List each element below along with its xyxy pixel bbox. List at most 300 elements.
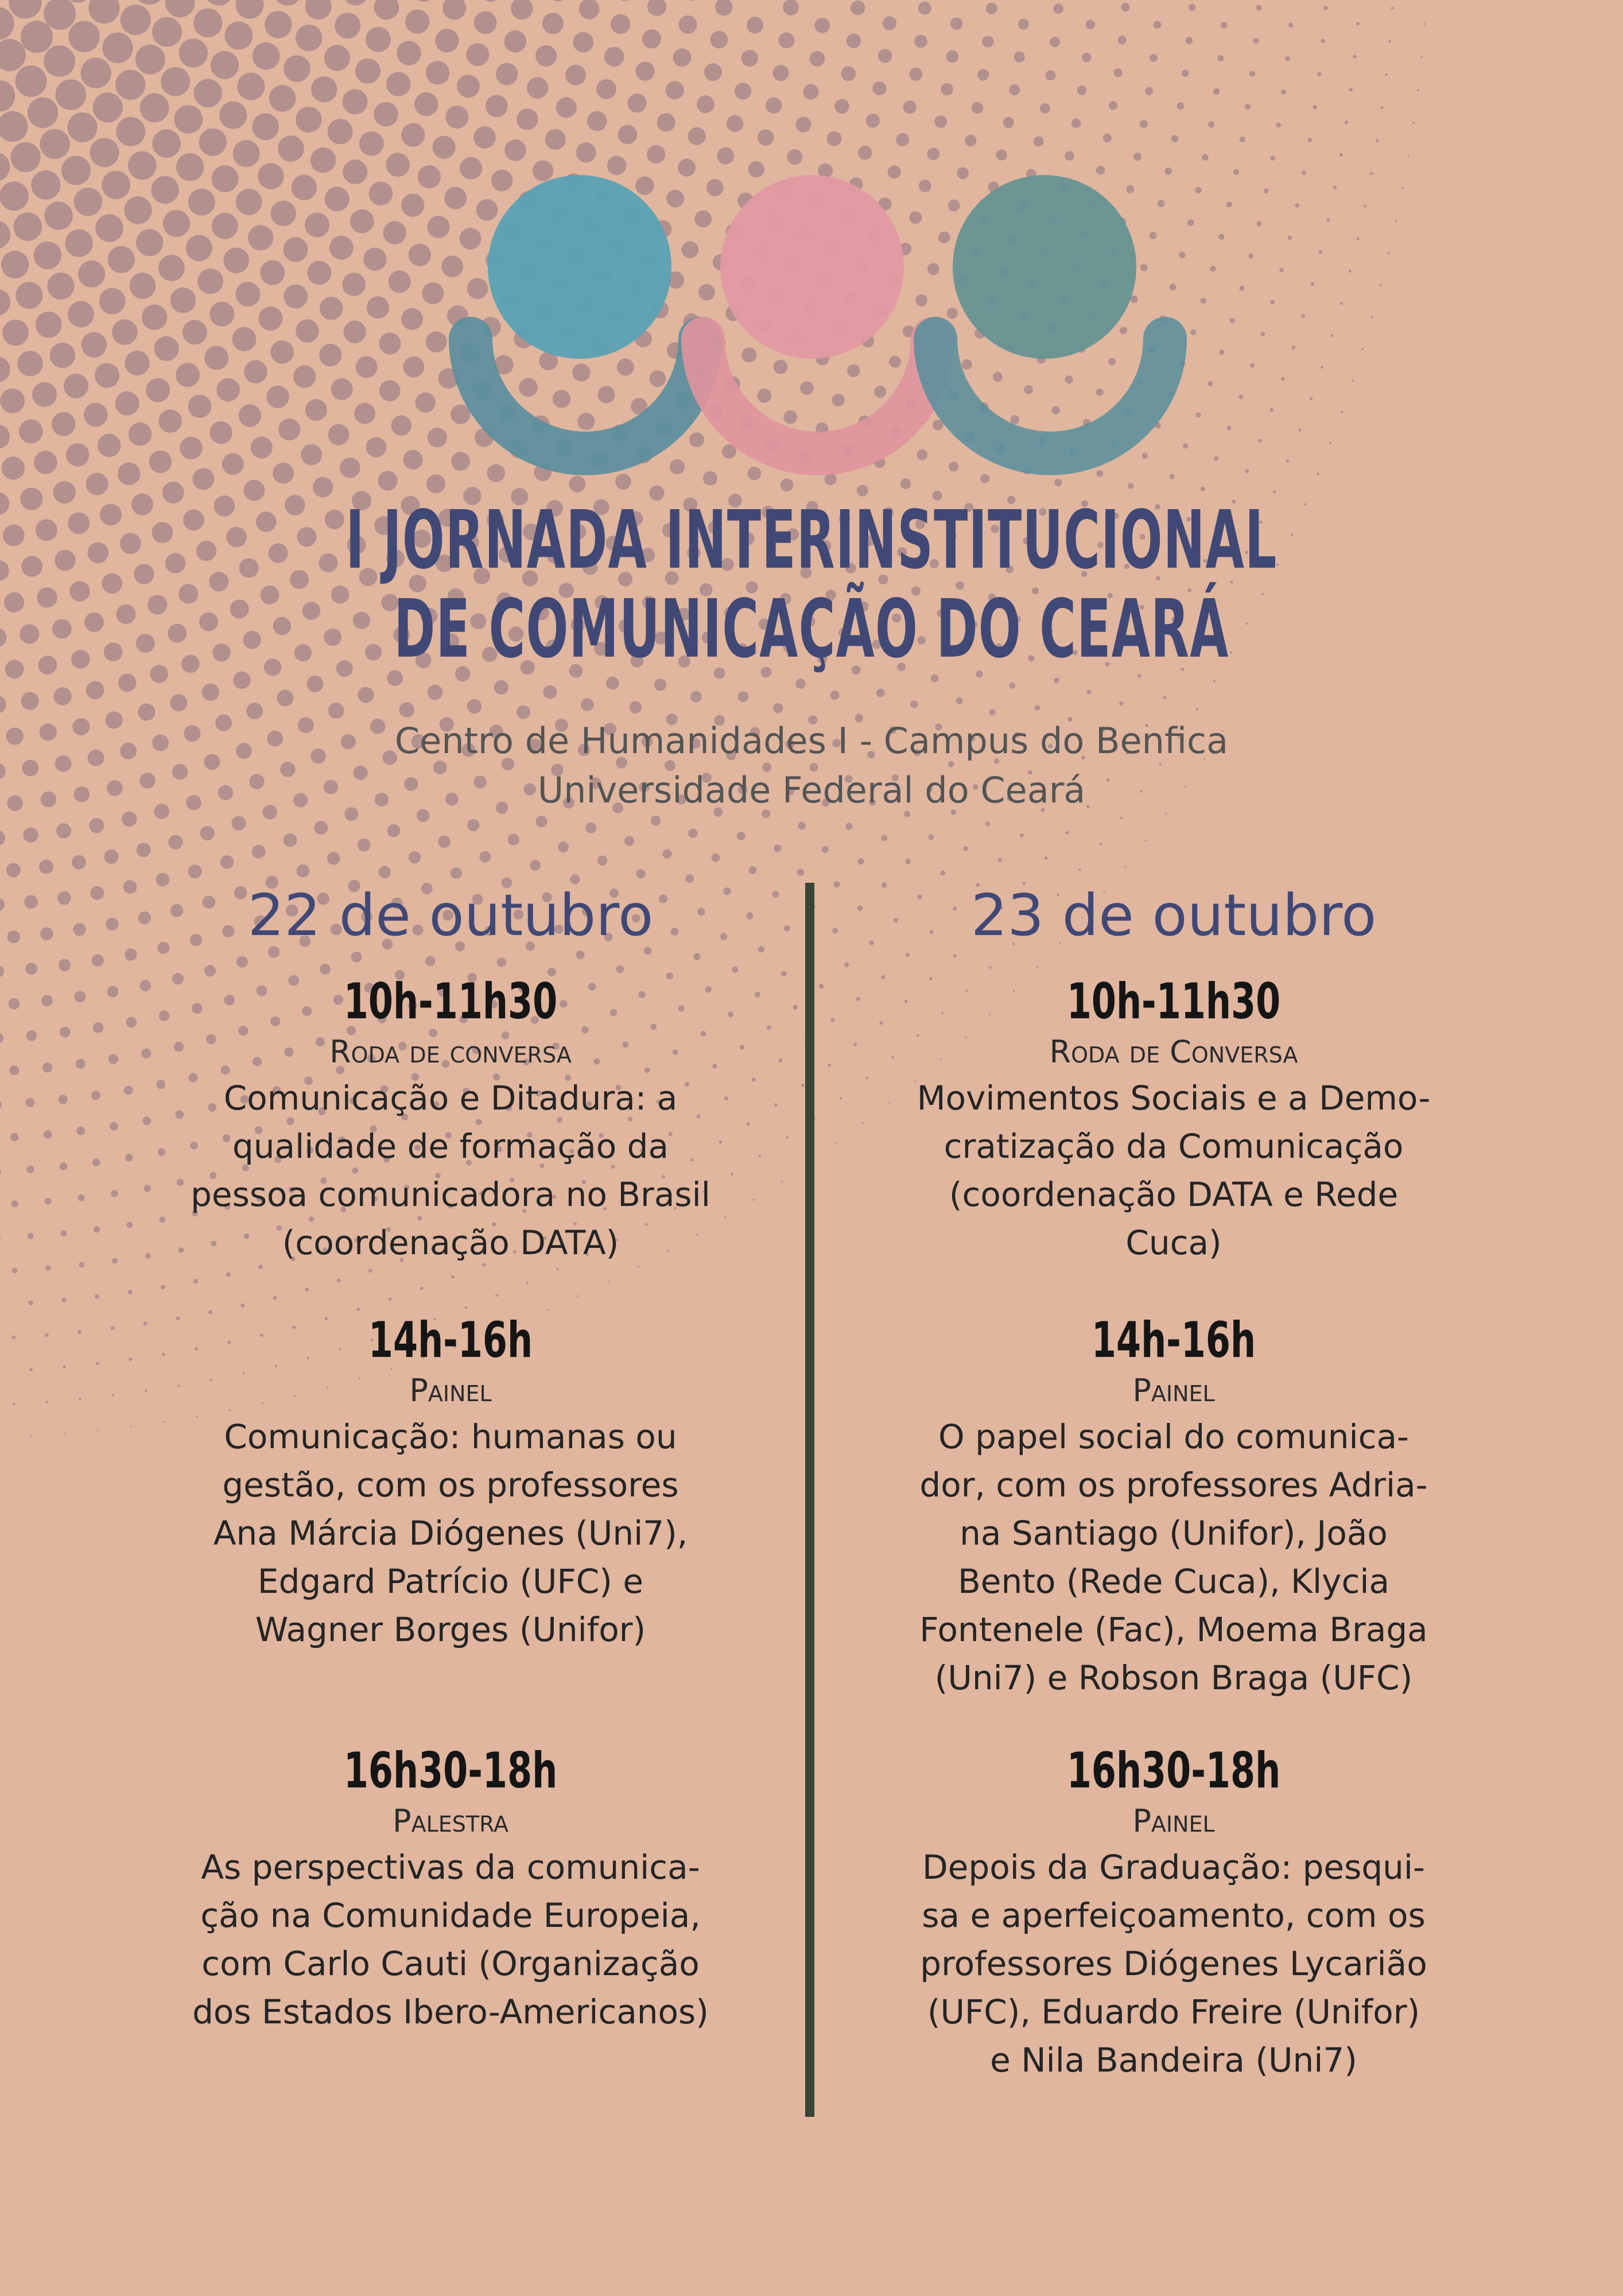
halftone-dot — [271, 201, 296, 226]
halftone-dot — [0, 1033, 3, 1043]
halftone-dot — [732, 967, 738, 973]
halftone-dot — [1333, 186, 1337, 189]
halftone-dot — [86, 681, 104, 700]
description-line: na Santiago (Unifor), João — [960, 1514, 1388, 1553]
halftone-dot — [1256, 5, 1262, 11]
halftone-dot — [130, 1426, 132, 1428]
halftone-dot — [84, 403, 108, 427]
halftone-dot — [0, 831, 5, 846]
halftone-dot — [480, 0, 503, 2]
halftone-dot — [146, 378, 170, 402]
halftone-dot — [355, 59, 380, 84]
halftone-dot — [0, 628, 6, 647]
halftone-dot — [244, 480, 265, 501]
halftone-dot — [941, 871, 945, 875]
halftone-dot — [72, 855, 86, 870]
halftone-dot — [45, 1333, 49, 1337]
halftone-dot — [1420, 56, 1423, 59]
halftone-dot — [428, 685, 443, 700]
halftone-dot — [188, 864, 202, 878]
halftone-dot — [29, 1368, 33, 1371]
halftone-dot — [278, 418, 300, 440]
halftone-dot — [0, 1168, 1, 1175]
halftone-dot — [1239, 286, 1244, 291]
halftone-dot — [963, 846, 968, 851]
halftone-dot — [68, 513, 90, 534]
halftone-dot — [78, 261, 105, 288]
halftone-dot — [906, 953, 910, 957]
halftone-dot — [328, 703, 344, 719]
halftone-dot — [71, 650, 90, 669]
event-type: Roda de Conversa — [1049, 1034, 1298, 1070]
halftone-dot — [403, 450, 422, 470]
halftone-dot — [243, 631, 261, 649]
halftone-dot — [212, 643, 231, 662]
halftone-dot — [1109, 101, 1117, 110]
halftone-dot — [284, 55, 310, 82]
halftone-dot — [39, 860, 53, 874]
halftone-dot — [543, 685, 557, 699]
halftone-dot — [152, 129, 181, 158]
halftone-dot — [1341, 411, 1343, 413]
halftone-dot — [284, 833, 297, 847]
halftone-dot — [327, 852, 340, 865]
halftone-dot — [102, 171, 130, 200]
halftone-dot — [59, 959, 71, 971]
description-line: professores Diógenes Lycarião — [920, 1944, 1427, 1983]
event-description — [149, 1074, 752, 1267]
halftone-dot — [497, 957, 506, 967]
halftone-dot — [311, 76, 337, 102]
halftone-dot — [308, 261, 332, 285]
halftone-dot — [290, 570, 309, 589]
halftone-dot — [106, 918, 118, 930]
halftone-dot — [95, 1294, 99, 1299]
halftone-dot — [401, 308, 423, 330]
halftone-dot — [1270, 408, 1274, 412]
halftone-dot — [124, 196, 152, 224]
halftone-dot — [841, 67, 856, 82]
halftone-dot — [88, 542, 109, 564]
halftone-dot — [126, 1222, 133, 1228]
halftone-dot — [1020, 833, 1024, 837]
halftone-dot — [530, 860, 541, 871]
halftone-dot — [0, 560, 9, 581]
description-line: dos Estados Ibero-Americanos) — [192, 1992, 709, 2031]
halftone-dot — [1009, 84, 1020, 95]
halftone-dot — [358, 839, 371, 852]
halftone-dot — [526, 1281, 529, 1284]
halftone-dot — [337, 1278, 341, 1282]
halftone-dot — [256, 511, 277, 532]
halftone-dot — [246, 703, 263, 719]
halftone-dot — [233, 140, 260, 167]
halftone-dot — [68, 113, 98, 142]
halftone-dot — [86, 473, 108, 495]
halftone-dot — [1159, 763, 1162, 766]
halftone-dot — [773, 703, 783, 713]
halftone-dot — [527, 77, 548, 98]
halftone-dot — [1214, 456, 1218, 461]
halftone-dot — [946, 51, 959, 63]
halftone-dot — [438, 836, 450, 848]
event-title-line-1: I JORNADA INTERINSTITUCIONAL — [345, 494, 1278, 587]
halftone-dot — [296, 107, 321, 133]
halftone-dot — [277, 690, 293, 707]
halftone-dot — [1329, 442, 1331, 444]
halftone-dot — [715, 0, 733, 16]
halftone-dot — [55, 550, 76, 571]
halftone-dot — [111, 1190, 118, 1197]
halftone-dot — [200, 826, 215, 840]
halftone-dot — [474, 11, 497, 34]
halftone-dot — [1349, 88, 1353, 91]
halftone-dot — [115, 391, 139, 416]
halftone-dot — [79, 1398, 81, 1400]
halftone-dot — [467, 819, 479, 831]
halftone-dot — [36, 312, 62, 338]
halftone-dot — [717, 148, 735, 165]
halftone-dot — [881, 835, 887, 841]
halftone-dot — [26, 1030, 37, 1041]
halftone-dot — [535, 816, 547, 827]
halftone-dot — [183, 320, 207, 344]
halftone-dot — [50, 343, 75, 368]
halftone-dot — [758, 129, 774, 145]
halftone-dot — [688, 127, 706, 145]
halftone-dot — [193, 9, 222, 37]
halftone-dot — [66, 443, 90, 467]
halftone-dot — [435, 29, 459, 52]
halftone-dot — [1036, 966, 1038, 968]
halftone-dot — [368, 1269, 372, 1273]
halftone-dot — [386, 153, 410, 177]
halftone-dot — [38, 656, 57, 674]
three-smiling-figures-icon — [430, 166, 1194, 488]
halftone-dot — [597, 856, 607, 866]
halftone-dot — [425, 956, 435, 966]
halftone-dot — [37, 587, 57, 607]
halftone-dot — [161, 67, 190, 96]
halftone-dot — [374, 0, 399, 20]
halftone-dot — [998, 858, 1002, 862]
halftone-dot — [774, 844, 782, 852]
halftone-dot — [828, 1064, 831, 1067]
halftone-dot — [1391, 7, 1394, 10]
halftone-dot — [120, 533, 141, 554]
halftone-dot — [909, 68, 922, 81]
halftone-dot — [1150, 54, 1158, 62]
halftone-dot — [0, 289, 10, 316]
halftone-dot — [222, 453, 244, 475]
halftone-dot — [1317, 473, 1319, 475]
halftone-dot — [747, 17, 763, 33]
halftone-dot — [778, 1058, 782, 1062]
halftone-dot — [15, 282, 42, 309]
halftone-dot — [296, 25, 322, 51]
halftone-dot — [197, 269, 223, 294]
halftone-dot — [75, 991, 86, 1002]
halftone-dot — [1291, 346, 1295, 350]
halftone-dot — [606, 677, 619, 690]
halftone-dot — [0, 1235, 1, 1242]
halftone-dot — [100, 504, 122, 526]
halftone-dot — [1133, 153, 1141, 161]
halftone-dot — [704, 63, 722, 81]
halftone-dot — [1286, 460, 1289, 463]
halftone-dot — [403, 356, 424, 378]
halftone-dot — [53, 687, 71, 705]
halftone-dot — [866, 114, 880, 127]
halftone-dot — [420, 1287, 424, 1290]
halftone-dot — [651, 816, 661, 825]
halftone-dot — [239, 559, 259, 578]
event-description — [149, 1843, 752, 2036]
halftone-dot — [128, 152, 157, 180]
halftone-dot — [44, 45, 75, 77]
halftone-dot — [328, 119, 353, 144]
halftone-dot — [786, 1136, 789, 1139]
halftone-dot — [118, 463, 140, 485]
halftone-dot — [710, 31, 728, 49]
halftone-dot — [25, 1098, 34, 1107]
halftone-dot — [1078, 868, 1081, 871]
halftone-dot — [48, 273, 75, 300]
halftone-dot — [1217, 55, 1224, 61]
halftone-dot — [224, 22, 253, 50]
halftone-dot — [129, 422, 152, 446]
halftone-dot — [131, 494, 153, 515]
halftone-dot — [62, 1298, 67, 1302]
halftone-dot — [9, 0, 41, 19]
halftone-dot — [1177, 103, 1185, 110]
halftone-dot — [34, 451, 57, 474]
halftone-dot — [872, 82, 886, 95]
halftone-dot — [273, 463, 294, 484]
halftone-dot — [328, 424, 350, 445]
halftone-dot — [798, 822, 806, 830]
halftone-dot — [1281, 90, 1286, 95]
halftone-dot — [149, 451, 172, 473]
description-line: Depois da Graduação: pesqui- — [922, 1848, 1425, 1887]
halftone-dot — [851, 1, 865, 15]
halftone-dot — [830, 1018, 834, 1022]
halftone-dot — [40, 928, 53, 940]
halftone-dot — [666, 81, 684, 99]
halftone-dot — [565, 65, 586, 86]
halftone-dot — [369, 181, 393, 205]
halftone-dot — [950, 18, 963, 30]
halftone-dot — [0, 389, 25, 413]
halftone-dot — [116, 604, 135, 624]
halftone-dot — [130, 273, 156, 299]
halftone-dot — [21, 21, 53, 53]
halftone-dot — [1285, 56, 1290, 61]
halftone-dot — [986, 3, 997, 14]
halftone-dot — [36, 519, 57, 541]
halftone-dot — [778, 32, 794, 48]
venue-line-1: Centro de Humanidades I - Campus do Benfica — [394, 720, 1229, 762]
halftone-dot — [344, 321, 366, 343]
halftone-dot — [1210, 266, 1216, 272]
halftone-dot — [68, 301, 94, 328]
halftone-dot — [325, 187, 350, 211]
halftone-dot — [41, 995, 53, 1006]
event-time: 14h-16h — [1091, 1312, 1256, 1369]
halftone-dot — [14, 212, 42, 241]
halftone-dot — [535, 45, 557, 67]
halftone-dot — [74, 188, 103, 216]
schedule-item — [149, 1742, 752, 2036]
halftone-dot — [0, 39, 26, 71]
halftone-dot — [1121, 3, 1129, 11]
halftone-dot — [1035, 705, 1040, 711]
halftone-dot — [135, 45, 165, 75]
halftone-dot — [927, 148, 939, 160]
halftone-dot — [965, 135, 976, 146]
halftone-dot — [1310, 397, 1313, 400]
halftone-dot — [486, 95, 508, 117]
halftone-dot — [24, 828, 38, 843]
halftone-dot — [1281, 377, 1285, 381]
halftone-dot — [767, 1025, 771, 1030]
halftone-dot — [918, 2, 931, 15]
halftone-dot — [627, 94, 646, 113]
halftone-dot — [457, 75, 480, 98]
halftone-dot — [305, 0, 332, 20]
halftone-dot — [830, 691, 840, 700]
halftone-dot — [819, 984, 824, 988]
halftone-dot — [301, 444, 322, 466]
halftone-dot — [140, 93, 169, 122]
halftone-dot — [84, 612, 104, 632]
halftone-dot — [134, 0, 165, 5]
schedule-item — [149, 1312, 752, 1654]
halftone-dot — [1319, 250, 1322, 254]
halftone-dot — [1213, 88, 1220, 95]
halftone-dot — [356, 1308, 360, 1311]
description-line: dor, com os professores Adria- — [919, 1465, 1428, 1504]
halftone-dot — [1417, 89, 1419, 91]
halftone-dot — [573, 32, 593, 53]
halftone-dot — [95, 363, 119, 388]
halftone-dot — [56, 79, 87, 110]
halftone-dot — [30, 1436, 32, 1437]
halftone-dot — [123, 880, 137, 894]
halftone-dot — [236, 0, 264, 19]
description-line: ção na Comunidade Europeia, — [200, 1896, 701, 1935]
halftone-dot — [1208, 121, 1214, 127]
halftone-dot — [735, 83, 752, 100]
halftone-dot — [248, 225, 273, 250]
halftone-dot — [366, 437, 386, 457]
halftone-dot — [42, 1062, 52, 1072]
halftone-dot — [307, 676, 324, 692]
event-time: 16h30-18h — [1066, 1742, 1281, 1799]
event-description — [872, 1074, 1475, 1267]
halftone-dot — [102, 573, 122, 594]
halftone-dot — [1376, 139, 1379, 142]
halftone-dot — [467, 699, 482, 713]
halftone-dot — [1189, 4, 1195, 11]
halftone-dot — [28, 1233, 34, 1239]
halftone-dot — [340, 457, 360, 478]
halftone-dot — [116, 117, 145, 146]
halftone-dot — [1186, 37, 1193, 44]
halftone-dot — [199, 129, 227, 156]
halftone-dot — [1045, 856, 1048, 860]
halftone-dot — [124, 1086, 133, 1095]
schedule-item — [872, 973, 1475, 1267]
halftone-dot — [1260, 332, 1265, 336]
halftone-dot — [473, 126, 496, 149]
halftone-dot — [363, 247, 386, 270]
halftone-dot — [274, 0, 301, 6]
halftone-dot — [45, 1198, 52, 1205]
description-line: (coordenação DATA) — [282, 1223, 619, 1262]
halftone-dot — [1103, 134, 1112, 142]
halftone-dot — [183, 510, 204, 531]
halftone-dot — [92, 955, 104, 967]
halftone-dot — [579, 0, 600, 20]
halftone-dot — [832, 928, 838, 934]
halftone-dot — [1339, 153, 1343, 157]
halftone-dot — [226, 1272, 231, 1277]
halftone-dot — [604, 47, 624, 67]
halftone-dot — [126, 1017, 137, 1028]
halftone-dot — [147, 595, 167, 614]
halftone-dot — [414, 92, 438, 116]
halftone-dot — [3, 525, 25, 546]
halftone-dot — [236, 956, 248, 968]
halftone-dot — [61, 156, 91, 185]
description-line: qualidade de formação da — [232, 1127, 669, 1166]
halftone-dot — [737, 832, 746, 840]
halftone-dot — [77, 1330, 81, 1334]
halftone-dot — [1226, 201, 1232, 207]
description-line: Bento (Rede Cuca), Klycia — [957, 1562, 1390, 1601]
halftone-dot — [270, 340, 294, 364]
halftone-dot — [378, 471, 398, 491]
halftone-dot — [64, 374, 88, 398]
halftone-dot — [152, 522, 173, 543]
halftone-dot — [1207, 381, 1213, 386]
halftone-dot — [264, 658, 281, 676]
halftone-dot — [1053, 3, 1063, 14]
halftone-dot — [125, 949, 137, 961]
halftone-dot — [683, 0, 701, 1]
halftone-dot — [265, 11, 292, 38]
event-title-line-2: DE COMUNICAÇÃO DO CEARÁ — [394, 583, 1229, 676]
halftone-dot — [548, 0, 569, 1]
halftone-dot — [0, 965, 4, 978]
halftone-dot — [108, 246, 135, 273]
halftone-dot — [755, 992, 760, 998]
halftone-dot — [99, 288, 126, 315]
halftone-dot — [329, 236, 354, 260]
halftone-dot — [31, 170, 60, 200]
halftone-dot — [12, 1335, 16, 1339]
halftone-dot — [11, 1200, 18, 1207]
halftone-dot — [442, 0, 466, 20]
halftone-dot — [4, 592, 24, 612]
halftone-dot — [1308, 138, 1313, 142]
halftone-dot — [679, 15, 697, 34]
halftone-dot — [92, 1158, 100, 1166]
halftone-dot — [1171, 135, 1179, 142]
description-line: Wagner Borges (Unifor) — [255, 1610, 646, 1649]
halftone-dot — [125, 1154, 133, 1161]
